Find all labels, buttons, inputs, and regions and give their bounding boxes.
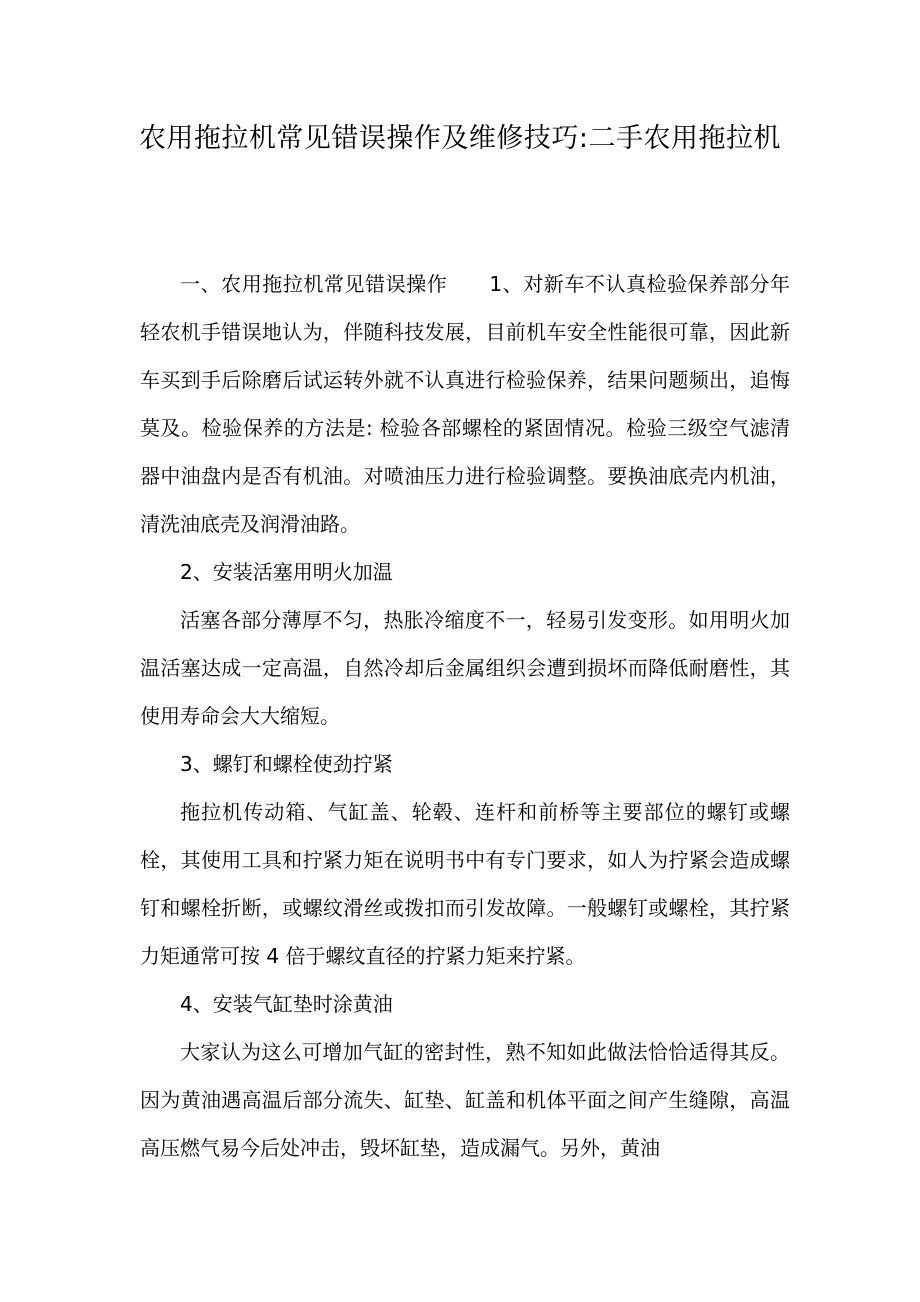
paragraph-7: 大家认为这么可增加气缸的密封性，熟不知如此做法恰恰适得其反。因为黄油遇高温后部分流失、缸垫、缸盖和机体平面之间产生缝隙，高温高压燃气易今后处冲击，毁坏缸垫，造成漏气。另外，黄油 bbox=[140, 1040, 790, 1160]
paragraph-4: 3、螺钉和螺栓使劲拧紧 bbox=[180, 752, 393, 776]
paragraph-6: 4、安装气缸垫时涂黄油 bbox=[180, 992, 393, 1016]
paragraph-2: 2、安装活塞用明火加温 bbox=[180, 560, 393, 584]
section-heading-1: 一、农用拖拉机常见错误操作 bbox=[180, 272, 448, 296]
paragraph-5: 拖拉机传动箱、气缸盖、轮毂、连杆和前桥等主要部位的螺钉或螺栓，其使用工具和拧紧力矩在说明书中有专门要求，如人为拧紧会造成螺钉和螺栓折断，或螺纹滑丝或拨扣而引发故障。一般螺钉或螺栓，其拧紧力矩通常可按 4 倍于螺纹直径的拧紧力矩来拧紧。 bbox=[140, 800, 790, 968]
document-title: 农用拖拉机常见错误操作及维修技巧:二手农用拖拉机 bbox=[138, 123, 782, 154]
paragraph-3: 活塞各部分薄厚不匀，热胀冷缩度不一，轻易引发变形。如用明火加温活塞达成一定高温，自然冷却后金属组织会遭到损坏而降低耐磨性，其使用寿命会大大缩短。 bbox=[140, 608, 790, 728]
document-body bbox=[140, 260, 790, 1172]
paragraph-1 bbox=[140, 260, 790, 548]
paragraph-1-text: 1、对新车不认真检验保养部分年轻农机手错误地认为，伴随科技发展，目前机车安全性能很可靠，因此新车买到手后除磨后试运转外就不认真进行检验保养，结果问题频出，追悔莫及。检验保养的方法是: 检验各部螺栓的紧固情况。检验三级空气滤清器中油盘内是否有机油。对喷油压力进行检验调整。要换油底壳内机油，清洗油底壳及润滑油路。 bbox=[140, 272, 790, 536]
